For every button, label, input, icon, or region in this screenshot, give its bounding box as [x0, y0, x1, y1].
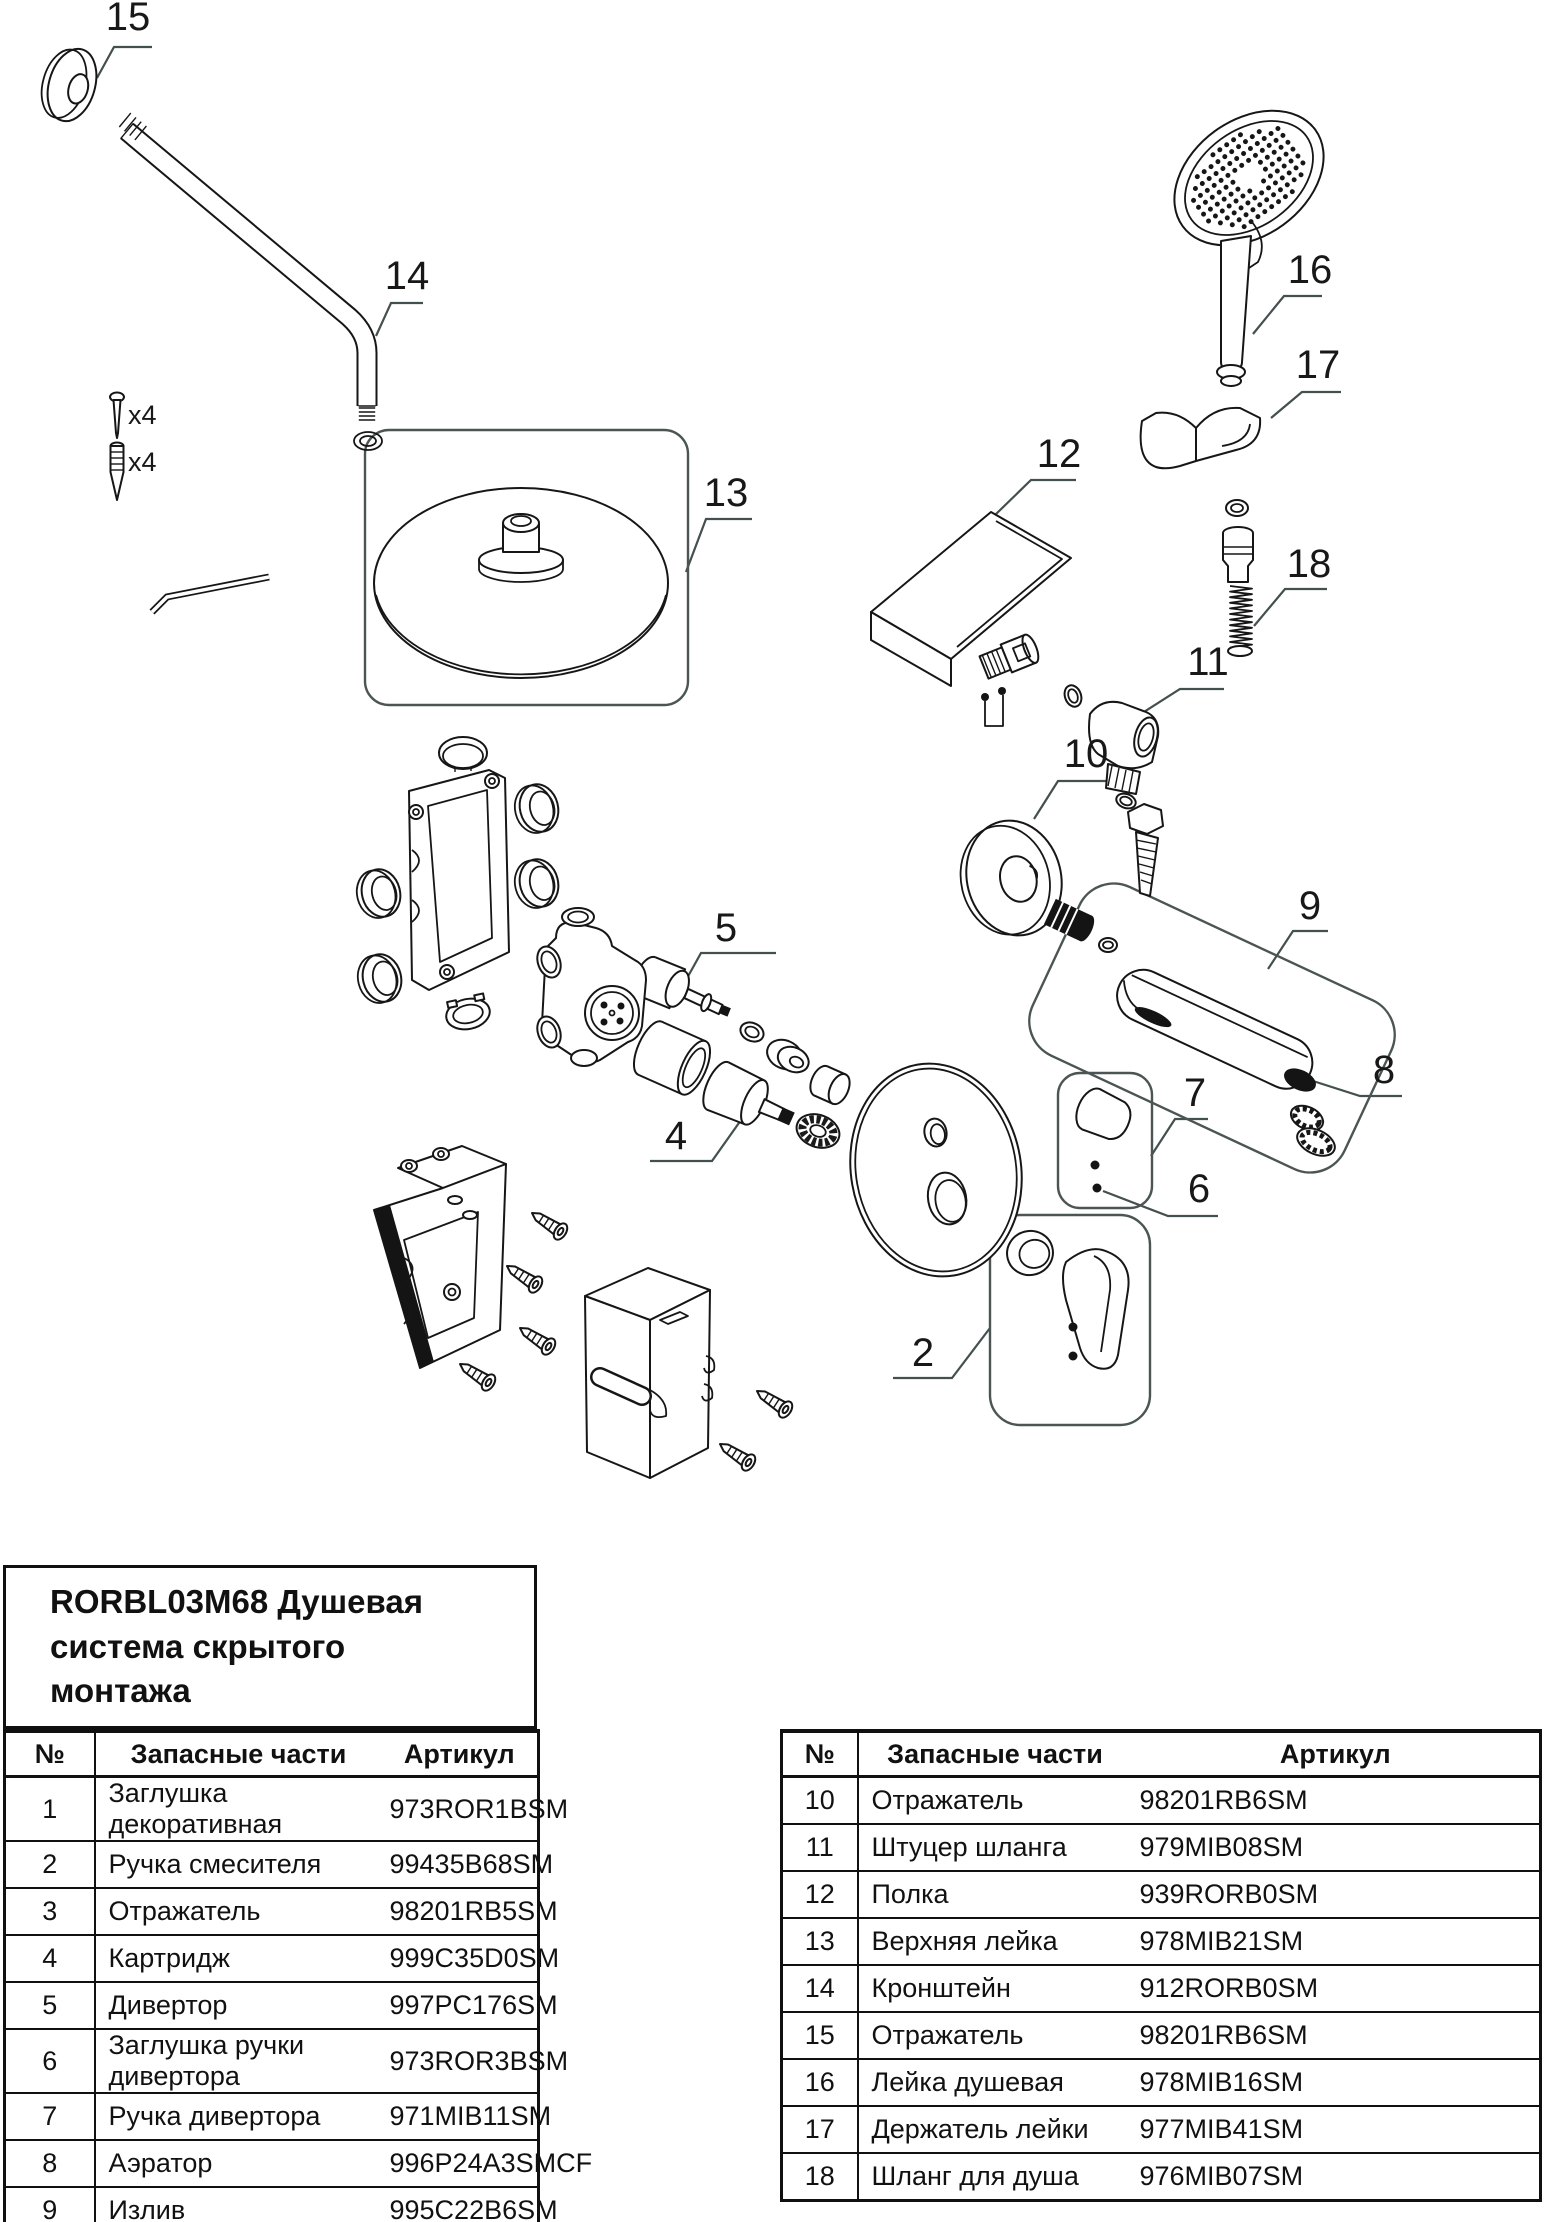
- table-header-row: [5, 1731, 539, 1777]
- callout-7: 7: [1183, 1071, 1207, 1115]
- header-num: №: [5, 1731, 95, 1777]
- header-num: №: [782, 1731, 858, 1777]
- screw: [715, 1436, 758, 1473]
- table-header-row: [782, 1731, 1541, 1777]
- part-6-plugs: [1091, 1161, 1102, 1193]
- callout-14: 14: [384, 254, 430, 298]
- callout-13: 13: [703, 471, 749, 515]
- part-7-divertor-knob: [1070, 1084, 1136, 1146]
- screw: [455, 1356, 498, 1393]
- mounting-frame: [409, 770, 509, 990]
- screw: [515, 1320, 558, 1357]
- decorative-cap: [439, 737, 487, 772]
- part-9-spout: [1044, 899, 1321, 1097]
- part-number: 6: [5, 2029, 95, 2093]
- part-number: 2: [5, 1841, 95, 1888]
- table-row: [5, 1982, 539, 2029]
- part-number: 9: [5, 2187, 95, 2222]
- part-name: Дивертор: [95, 1982, 382, 2029]
- part-number: 3: [5, 1888, 95, 1935]
- protective-cover: [585, 1268, 714, 1478]
- part-name: Отражатель: [858, 2012, 1132, 2059]
- part-article: 912RORB0SM: [1132, 1965, 1541, 2012]
- part-2-mixer-handle: [1002, 1226, 1128, 1369]
- callout-17: 17: [1295, 343, 1341, 387]
- part-name: Отражатель: [858, 1777, 1132, 1825]
- part-article: 995C22B6SM: [382, 2187, 539, 2222]
- table-row: [782, 2059, 1541, 2106]
- part-name: Отражатель: [95, 1888, 382, 1935]
- valve-body: [533, 908, 646, 1066]
- part-name: Ручка смесителя: [95, 1841, 382, 1888]
- part-number: 5: [5, 1982, 95, 2029]
- part-article: 976MIB07SM: [1132, 2153, 1541, 2201]
- table-row: [782, 1777, 1541, 1825]
- mounting-box: [374, 1146, 506, 1368]
- part-16-hand-shower: [1149, 83, 1350, 386]
- part-12-shelf: [871, 512, 1071, 686]
- quantity-label: x4: [128, 447, 157, 477]
- part-article: 99435B68SM: [382, 1841, 539, 1888]
- parts-table-left: [3, 1729, 593, 2222]
- part-article: 98201RB5SM: [382, 1888, 539, 1935]
- callout-2: 2: [911, 1331, 935, 1375]
- header-parts: Запасные части: [95, 1731, 382, 1777]
- collar-ring: [510, 780, 563, 837]
- part-article: 939RORB0SM: [1132, 1871, 1541, 1918]
- callout-18: 18: [1286, 542, 1332, 586]
- part-15-escutcheon-ring: [34, 41, 104, 126]
- part-article: 997PC176SM: [382, 1982, 539, 2029]
- part-number: 13: [782, 1918, 858, 1965]
- table-row: [782, 2106, 1541, 2153]
- part-name: Штуцер шланга: [858, 1824, 1132, 1871]
- table-row: [782, 1965, 1541, 2012]
- table-row: [782, 2012, 1541, 2059]
- o-ring-small: [1062, 683, 1085, 709]
- part-article: 971MIB11SM: [382, 2093, 539, 2140]
- callout-11: 11: [1187, 640, 1229, 684]
- product-title-box: [3, 1565, 537, 1729]
- table-row: [782, 1918, 1541, 1965]
- parts-table-right: [780, 1729, 1542, 2202]
- callout-6: 6: [1187, 1167, 1211, 1211]
- trim-cylinder: [806, 1063, 854, 1108]
- part-name: Кронштейн: [858, 1965, 1132, 2012]
- header-article: Артикул: [382, 1731, 539, 1777]
- callout-10: 10: [1063, 732, 1109, 776]
- part-number: 12: [782, 1871, 858, 1918]
- part-name: Шланг для душа: [858, 2153, 1132, 2201]
- part-number: 7: [5, 2093, 95, 2140]
- table-row: [782, 2153, 1541, 2201]
- callout-8: 8: [1372, 1048, 1396, 1092]
- product-title: RORBL03M68 Душевая система скрытого монтажа: [50, 1583, 423, 1710]
- callout-4: 4: [664, 1114, 688, 1158]
- part-article: 996P24A3SMCF: [382, 2140, 539, 2187]
- table-row: [782, 1824, 1541, 1871]
- table-row: [5, 2029, 539, 2093]
- part-name: Полка: [858, 1871, 1132, 1918]
- lock-nut: [792, 1108, 844, 1153]
- callout-9: 9: [1298, 884, 1322, 928]
- part-name: Картридж: [95, 1935, 382, 1982]
- table-row: [5, 1777, 539, 1842]
- part-number: 14: [782, 1965, 858, 2012]
- table-row: [782, 1871, 1541, 1918]
- collar-ring: [353, 950, 406, 1007]
- table-row: [5, 2187, 539, 2222]
- part-18-hose-end: [1223, 500, 1253, 656]
- o-ring-cartridge: [737, 1019, 766, 1045]
- part-number: 8: [5, 2140, 95, 2187]
- part-14-shower-arm: [119, 113, 375, 420]
- table-row: [5, 2140, 539, 2187]
- part-article: 978MIB21SM: [1132, 1918, 1541, 1965]
- part-name: Аэратор: [95, 2140, 382, 2187]
- part-name: Заглушка декоративная: [95, 1777, 382, 1842]
- wall-screw: [110, 393, 124, 439]
- hex-nipple: [1128, 804, 1163, 896]
- part-article: 979MIB08SM: [1132, 1824, 1541, 1871]
- part-name: Излив: [95, 2187, 382, 2222]
- callout-12: 12: [1036, 432, 1082, 476]
- part-name: Заглушка ручки дивертора: [95, 2029, 382, 2093]
- part-article: 978MIB16SM: [1132, 2059, 1541, 2106]
- part-article: 999C35D0SM: [382, 1935, 539, 1982]
- union-nipple: [978, 633, 1041, 682]
- part-number: 18: [782, 2153, 858, 2201]
- header-article: Артикул: [1132, 1731, 1541, 1777]
- table-row: [5, 2093, 539, 2140]
- collar-ring: [352, 865, 405, 922]
- part-number: 17: [782, 2106, 858, 2153]
- part-number: 11: [782, 1824, 858, 1871]
- part-13-overhead-shower: [354, 432, 668, 678]
- quantity-label: x4: [128, 400, 157, 430]
- trim-cap: [762, 1034, 814, 1077]
- allen-key: [152, 577, 269, 612]
- part-article: 98201RB6SM: [1132, 2012, 1541, 2059]
- callout-16: 16: [1287, 248, 1333, 292]
- part-name: Лейка душевая: [858, 2059, 1132, 2106]
- screw: [752, 1383, 795, 1420]
- part-number: 15: [782, 2012, 858, 2059]
- part-17-shower-holder: [1141, 408, 1261, 468]
- part-article: 973ROR1BSM: [382, 1777, 539, 1842]
- part-article: 977MIB41SM: [1132, 2106, 1541, 2153]
- fixing-pins: [981, 687, 1006, 726]
- table-row: [5, 1841, 539, 1888]
- screw: [527, 1205, 570, 1242]
- part-article: 98201RB6SM: [1132, 1777, 1541, 1825]
- part-number: 16: [782, 2059, 858, 2106]
- screw: [502, 1258, 545, 1295]
- part-number: 1: [5, 1777, 95, 1842]
- part-article: 973ROR3BSM: [382, 2029, 539, 2093]
- header-parts: Запасные части: [858, 1731, 1132, 1777]
- collar-ring: [510, 855, 563, 912]
- table-row: [5, 1935, 539, 1982]
- part-name: Держатель лейки: [858, 2106, 1132, 2153]
- wall-anchor: [111, 443, 124, 501]
- slotted-ring: [443, 993, 493, 1033]
- part-name: Верхняя лейка: [858, 1918, 1132, 1965]
- table-row: [5, 1888, 539, 1935]
- callout-5: 5: [714, 906, 738, 950]
- part-8-aerator: [1280, 1064, 1339, 1162]
- part-number: 10: [782, 1777, 858, 1825]
- callout-15: 15: [105, 0, 151, 39]
- part-name: Ручка дивертора: [95, 2093, 382, 2140]
- part-number: 4: [5, 1935, 95, 1982]
